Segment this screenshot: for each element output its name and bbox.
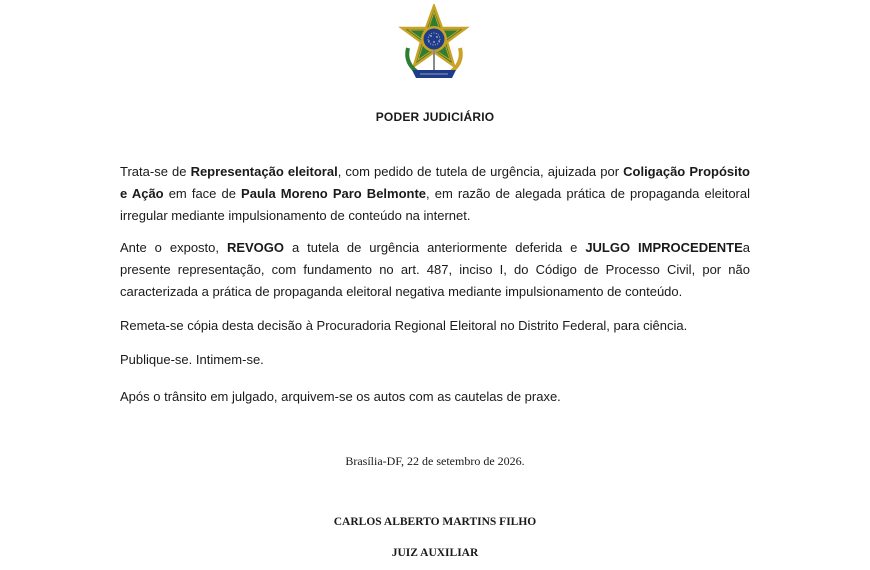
place-date: Brasília-DF, 22 de setembro de 2026. [345,454,525,468]
text-run-bold: REVOGO [226,240,285,255]
paragraph-case-summary [120,161,750,227]
paragraph-text: Remeta-se cópia desta decisão à Procuradoria Regional Eleitoral no Distrito Federal, para ciência. [120,318,688,333]
paragraph-archive [120,386,750,408]
text-run: a presente representação, com fundamento no art. 487, inciso I, do Código de Processo Civil, por não caracterizada a prática de propaganda eleitoral negativa mediante impulsionamento de conteúdo. [120,240,750,299]
paragraph-publish [120,349,750,371]
text-run-bold: JULGO IMPROCEDENTE [585,240,743,255]
text-run-bold: Paula Moreno Paro Belmonte [241,186,427,201]
paragraph-text [120,237,750,303]
signer-role: JUIZ AUXILIAR [391,547,479,559]
text-run: a tutela de urgência anteriormente deferida e [284,240,586,255]
text-run-bold: Coligação Propósito e Ação [120,164,750,201]
paragraph-text: Após o trânsito em julgado, arquivem-se os autos com as cautelas de praxe. [120,389,561,404]
text-run: em face de [163,186,242,201]
text-run: Trata-se de [120,164,191,179]
brazil-coat-of-arms-icon [398,4,470,84]
paragraph-text [120,161,750,227]
signer-name: CARLOS ALBERTO MARTINS FILHO [333,516,537,528]
paragraph-decision [120,237,750,303]
text-run: Ante o exposto, [120,240,227,255]
paragraph-referral [120,315,750,337]
page-title: PODER JUDICIÁRIO [375,110,495,124]
text-run: , com pedido de tutela de urgência, ajuizada por [337,164,624,179]
paragraph-text: Publique-se. Intimem-se. [120,352,264,367]
text-run-bold: Representação eleitoral [190,164,338,179]
text-run: , em razão de alegada prática de propaganda eleitoral irregular mediante impulsionamento de conteúdo na internet. [120,186,751,223]
